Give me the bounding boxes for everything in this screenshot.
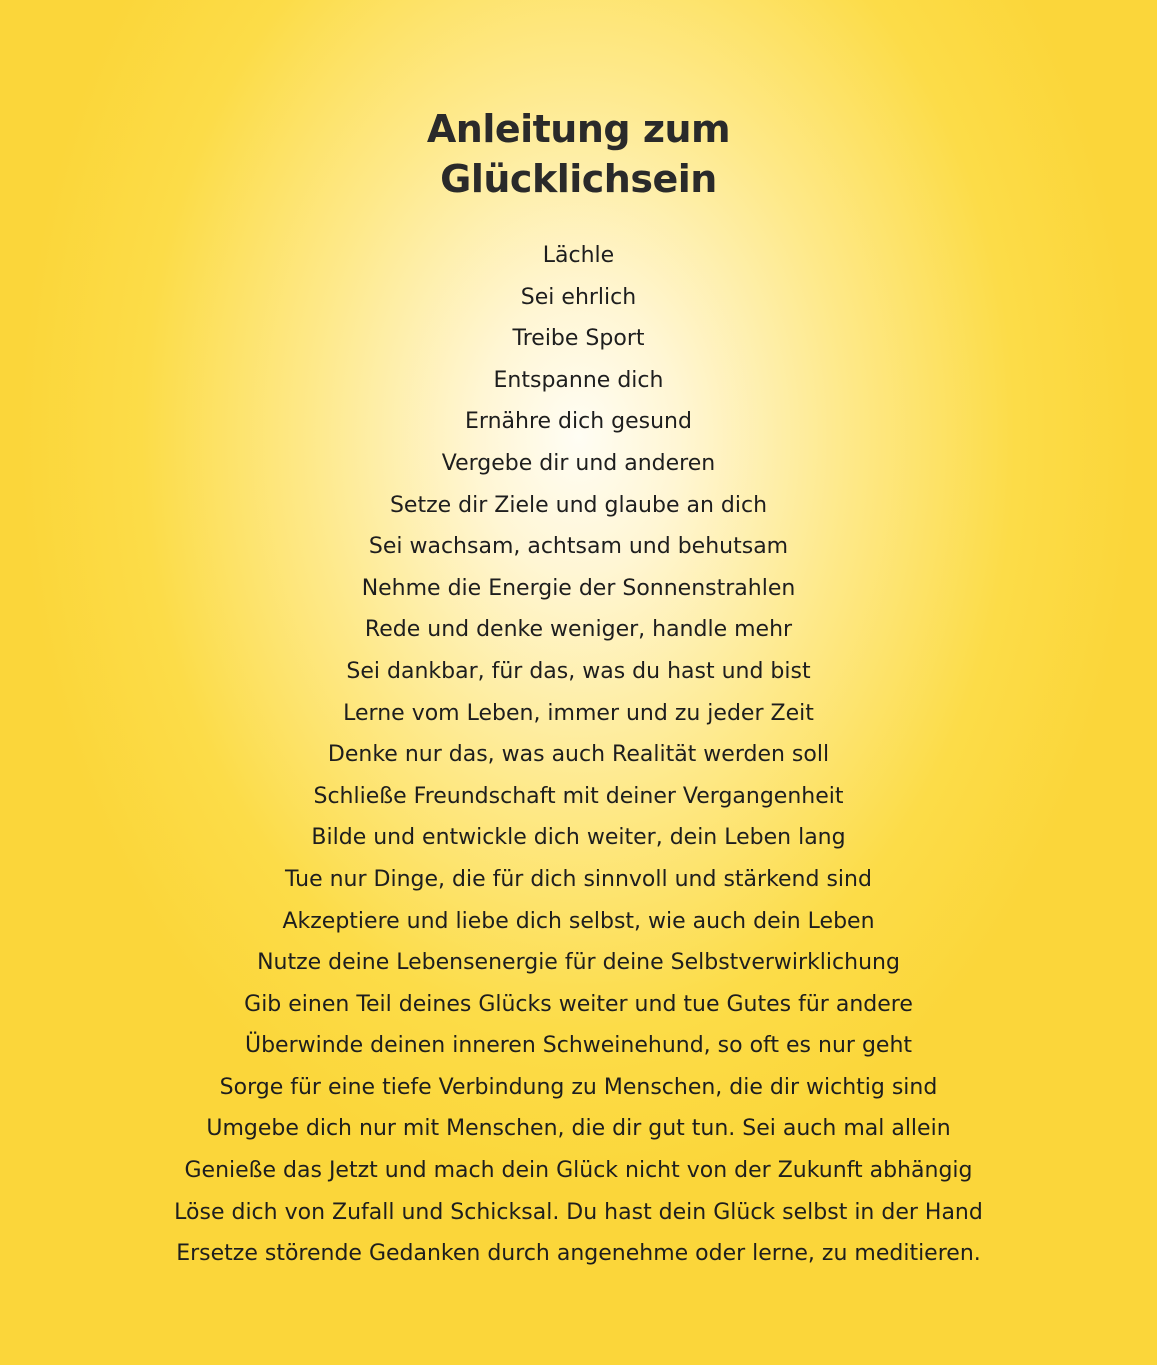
instruction-list (0, 235, 1157, 1275)
list-item: Ersetze störende Gedanken durch angenehme oder lerne, zu meditieren. (176, 1241, 981, 1267)
list-item: Rede und denke weniger, handle mehr (364, 617, 793, 643)
list-item: Denke nur das, was auch Realität werden soll (327, 742, 830, 768)
list-item: Vergebe dir und anderen (441, 450, 716, 476)
list-item: Akzeptiere und liebe dich selbst, wie auch dein Leben (282, 908, 875, 934)
list-item: Nehme die Energie der Sonnenstrahlen (361, 575, 796, 601)
list-item: Sorge für eine tiefe Verbindung zu Menschen, die dir wichtig sind (219, 1074, 938, 1100)
list-item: Überwinde deinen inneren Schweinehund, so oft es nur geht (244, 1033, 913, 1059)
list-item: Setze dir Ziele und glaube an dich (389, 492, 768, 518)
page-title (0, 104, 1157, 204)
title-line-2: Glücklichsein (440, 157, 717, 201)
list-item: Umgebe dich nur mit Menschen, die dir gut tun. Sei auch mal allein (206, 1116, 951, 1142)
list-item: Treibe Sport (512, 326, 645, 352)
list-item: Sei dankbar, für das, was du hast und bist (346, 658, 811, 684)
list-item: Tue nur Dinge, die für dich sinnvoll und stärkend sind (285, 866, 872, 892)
list-item: Entspanne dich (493, 367, 664, 393)
list-item: Bilde und entwickle dich weiter, dein Leben lang (311, 825, 846, 851)
list-item: Genieße das Jetzt und mach dein Glück nicht von der Zukunft abhängig (184, 1158, 973, 1184)
list-item: Sei wachsam, achtsam und behutsam (368, 534, 789, 560)
list-item: Schließe Freundschaft mit deiner Vergangenheit (313, 783, 844, 809)
list-item: Lächle (542, 243, 615, 268)
list-item: Löse dich von Zufall und Schicksal. Du hast dein Glück selbst in der Hand (174, 1199, 983, 1225)
list-item: Nutze deine Lebensenergie für deine Selbstverwirklichung (257, 950, 900, 976)
title-line-1: Anleitung zum (426, 107, 731, 151)
list-item: Sei ehrlich (520, 284, 637, 310)
list-item: Lerne vom Leben, immer und zu jeder Zeit (343, 700, 814, 726)
list-item: Gib einen Teil deines Glücks weiter und tue Gutes für andere (244, 991, 913, 1017)
list-item: Ernähre dich gesund (465, 409, 692, 435)
